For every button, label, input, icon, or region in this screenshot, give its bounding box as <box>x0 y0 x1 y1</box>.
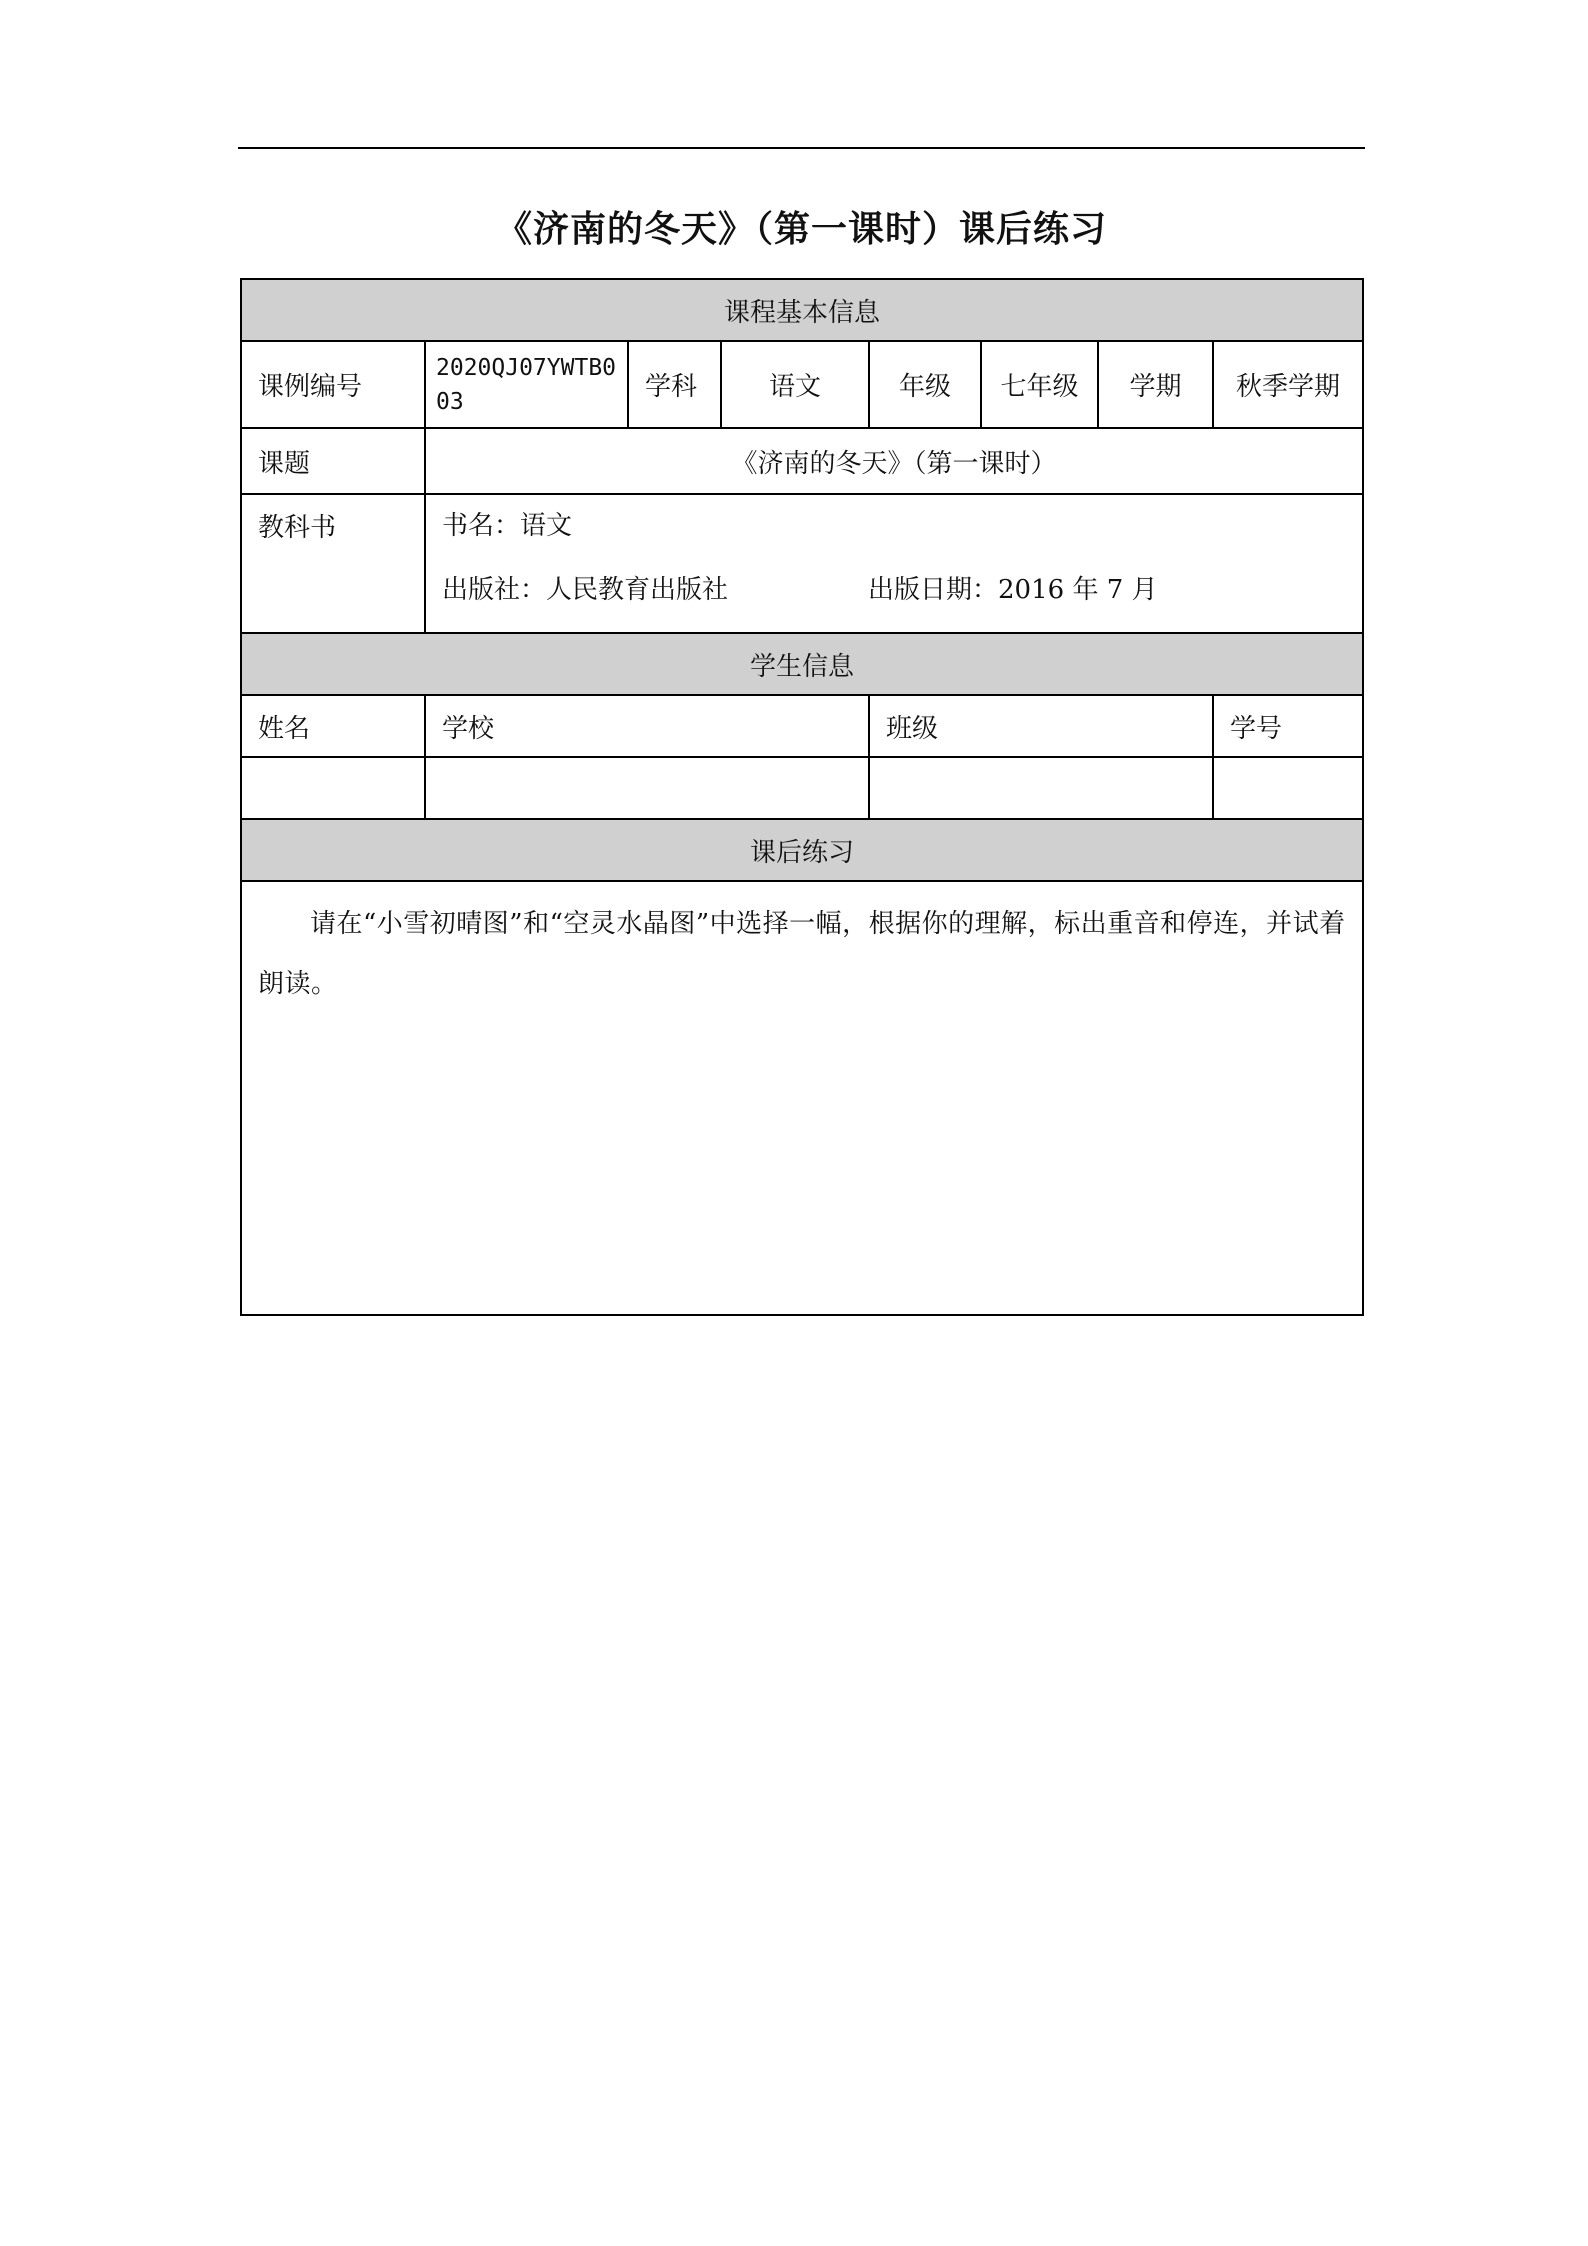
name-field[interactable] <box>241 757 425 819</box>
subject-value: 语文 <box>721 341 869 428</box>
header-rule <box>238 147 1365 149</box>
exercise-row <box>241 881 1363 1315</box>
textbook-row <box>241 494 1363 633</box>
topic-label: 课题 <box>241 428 425 494</box>
topic-row <box>241 428 1363 494</box>
exercise-header-row <box>241 819 1363 881</box>
textbook-details <box>425 494 1363 633</box>
name-label: 姓名 <box>241 695 425 757</box>
publish-date: 出版日期：2016 年 7 月 <box>868 575 1158 605</box>
class-field[interactable] <box>869 757 1213 819</box>
student-info-header-row <box>241 633 1363 695</box>
term-label: 学期 <box>1098 341 1213 428</box>
publisher: 出版社：人民教育出版社 <box>442 575 729 605</box>
student-info-input-row <box>241 757 1363 819</box>
case-number-label: 课例编号 <box>241 341 425 428</box>
exercise-cell <box>241 881 1363 1315</box>
worksheet-table <box>240 278 1364 1316</box>
course-info-section-title: 课程基本信息 <box>241 279 1363 341</box>
exercise-text: 请在“小雪初晴图”和“空灵水晶图”中选择一幅，根据你的理解，标出重音和停连，并试着朗读。 <box>258 909 1346 999</box>
student-info-section-title: 学生信息 <box>241 633 1363 695</box>
course-info-header-row <box>241 279 1363 341</box>
case-number-value: 2020QJ07YWTB003 <box>425 341 628 428</box>
course-info-row <box>241 341 1363 428</box>
book-name: 书名：语文 <box>442 511 573 541</box>
class-label: 班级 <box>869 695 1213 757</box>
document-title: 《济南的冬天》（第一课时）课后练习 <box>495 209 1107 250</box>
publisher-line <box>442 571 1346 609</box>
exercise-section-title: 课后练习 <box>241 819 1363 881</box>
term-value: 秋季学期 <box>1213 341 1363 428</box>
student-id-label: 学号 <box>1213 695 1363 757</box>
grade-value: 七年级 <box>981 341 1098 428</box>
grade-label: 年级 <box>869 341 981 428</box>
textbook-label: 教科书 <box>241 494 425 633</box>
student-info-labels-row <box>241 695 1363 757</box>
school-field[interactable] <box>425 757 869 819</box>
student-id-field[interactable] <box>1213 757 1363 819</box>
school-label: 学校 <box>425 695 869 757</box>
subject-label: 学科 <box>628 341 721 428</box>
topic-value: 《济南的冬天》（第一课时） <box>425 428 1363 494</box>
